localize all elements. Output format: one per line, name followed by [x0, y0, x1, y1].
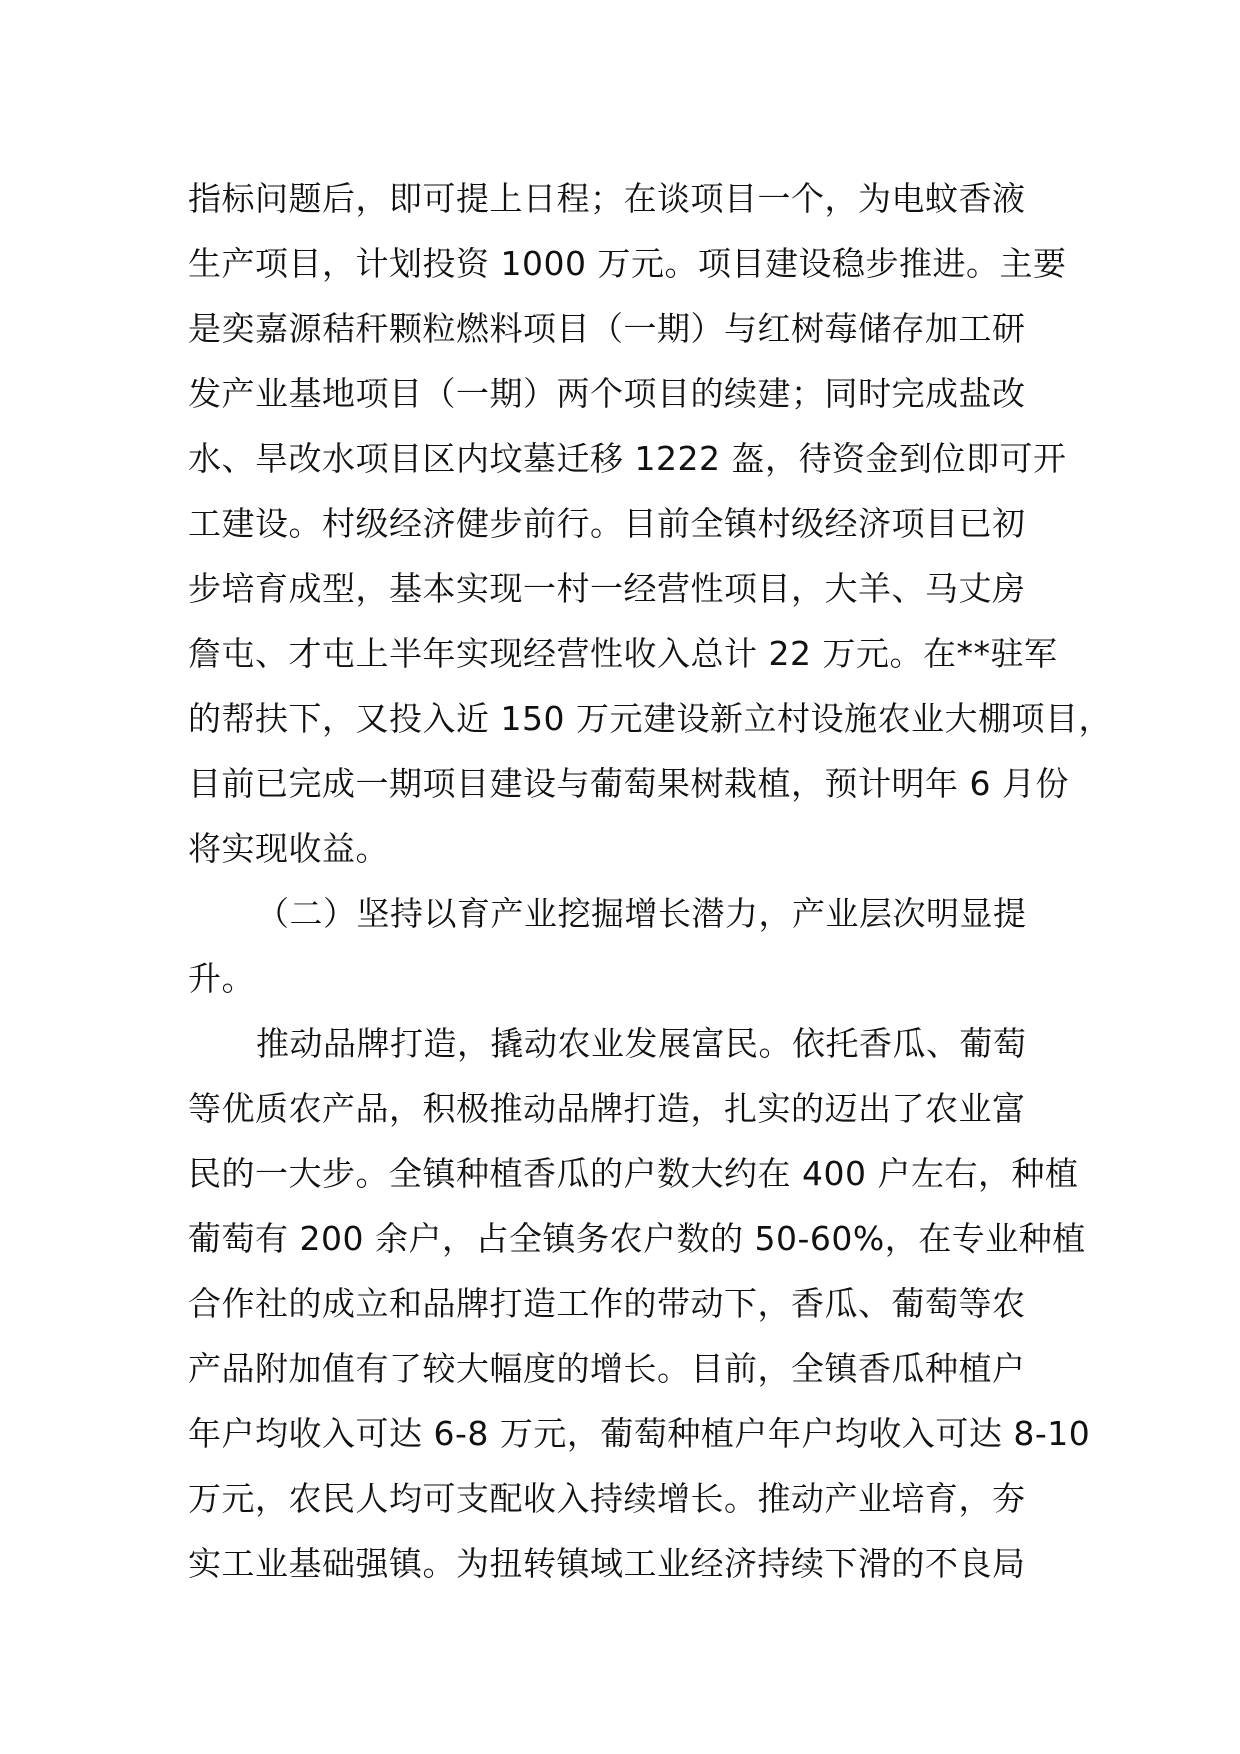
text-line: 民的一大步。全镇种植香瓜的户数大约在 400 户左右，种植	[188, 1154, 1079, 1193]
text-line: 万元，农民人均可支配收入持续增长。推动产业培育，夯	[188, 1479, 1026, 1518]
text-line: 产品附加值有了较大幅度的增长。目前，全镇香瓜种植户	[188, 1349, 1026, 1388]
text-line: 发产业基地项目（一期）两个项目的续建；同时完成盐改	[188, 374, 1026, 413]
text-line: 将实现收益。	[188, 829, 389, 868]
text-line: 水、旱改水项目区内坟墓迁移 1222 盔，待资金到位即可开	[188, 439, 1067, 478]
text-line: 工建设。村级经济健步前行。目前全镇村级经济项目已初	[188, 504, 1026, 543]
text-line: 等优质农产品，积极推动品牌打造，扎实的迈出了农业富	[188, 1089, 1026, 1128]
text-line: 是奕嘉源秸秆颗粒燃料项目（一期）与红树莓储存加工研	[188, 309, 1026, 348]
text-line: 葡萄有 200 余户，占全镇务农户数的 50-60%，在专业种植	[188, 1219, 1086, 1258]
text-line: 的帮扶下，又投入近 150 万元建设新立村设施农业大棚项目，	[188, 699, 1112, 738]
paragraph-first-line: 推动品牌打造，撬动农业发展富民。依托香瓜、葡萄	[256, 1024, 1027, 1063]
section-heading-line: （二）坚持以育产业挖掘增长潜力，产业层次明显提	[256, 894, 1027, 933]
text-line: 指标问题后，即可提上日程；在谈项目一个，为电蚊香液	[188, 179, 1026, 218]
section-heading-line: 升。	[188, 959, 255, 998]
document-body	[188, 166, 1112, 1596]
text-line: 目前已完成一期项目建设与葡萄果树栽植，预计明年 6 月份	[188, 764, 1069, 803]
text-line: 合作社的成立和品牌打造工作的带动下，香瓜、葡萄等农	[188, 1284, 1026, 1323]
text-line: 实工业基础强镇。为扭转镇域工业经济持续下滑的不良局	[188, 1544, 1026, 1583]
text-line: 生产项目，计划投资 1000 万元。项目建设稳步推进。主要	[188, 244, 1067, 283]
text-line: 步培育成型，基本实现一村一经营性项目，大羊、马丈房	[188, 569, 1026, 608]
text-line: 年户均收入可达 6-8 万元，葡萄种植户年户均收入可达 8-10	[188, 1414, 1091, 1453]
text-line: 詹屯、才屯上半年实现经营性收入总计 22 万元。在**驻军	[188, 634, 1058, 673]
